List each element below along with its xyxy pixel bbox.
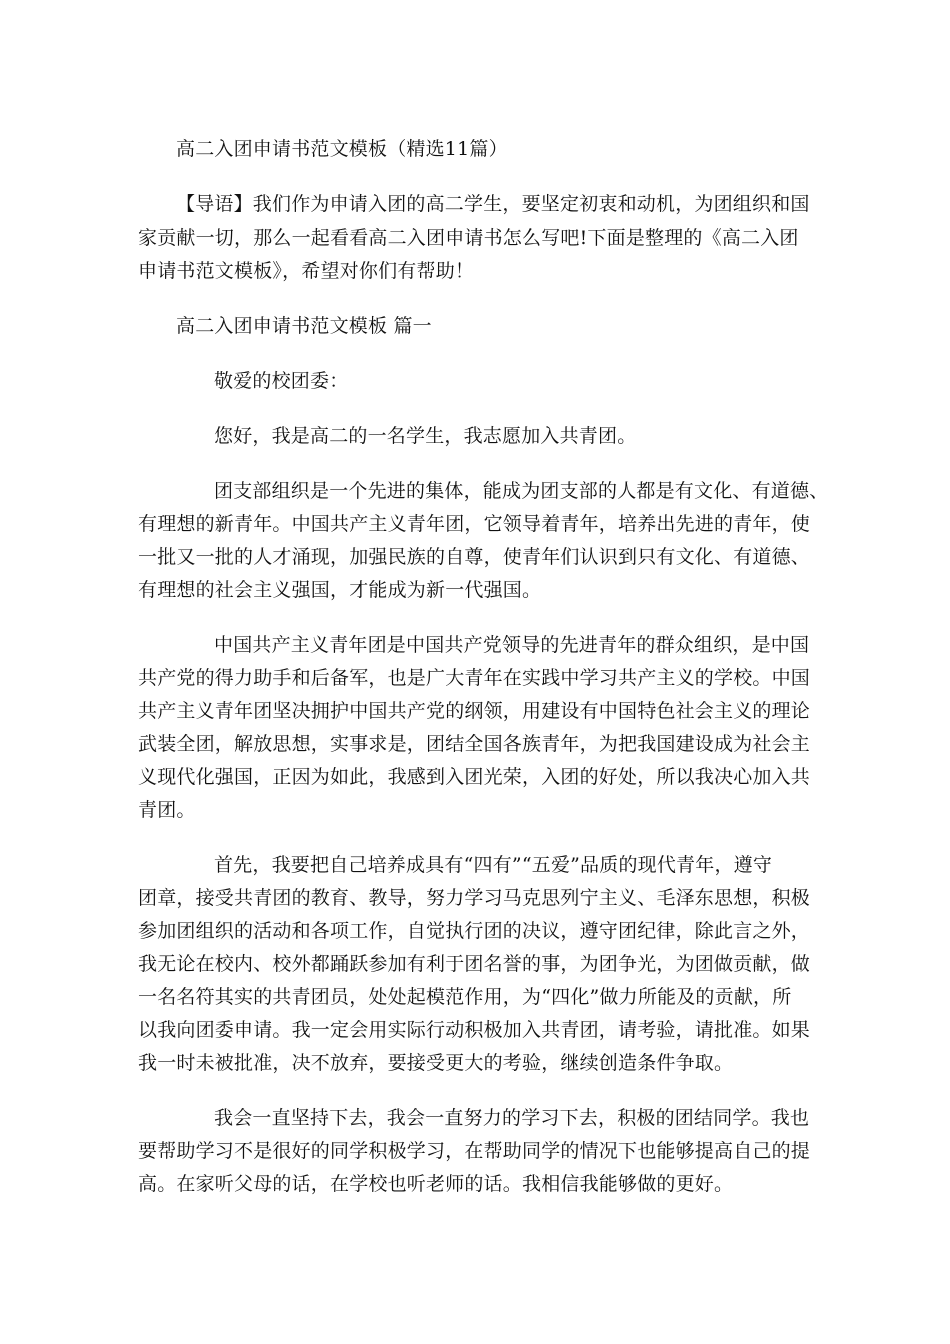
intro-line: 【导语】我们作为申请入团的高二学生，要坚定初衷和动机，为团组织和国 [176, 193, 810, 215]
paragraph-line: 我一时未被批准，决不放弃，要接受更大的考验，继续创造条件争取。 [138, 1052, 734, 1074]
paragraph-line: 青团。 [138, 799, 196, 821]
paragraph-line: 一批又一批的人才涌现，加强民族的自尊，使青年们认识到只有文化、有道德、 [138, 546, 811, 568]
document-title: 高二入团申请书范文模板（精选11篇） [176, 138, 508, 160]
salutation: 敬爱的校团委： [214, 370, 349, 392]
paragraph-line: 义现代化强国，正因为如此，我感到入团光荣，入团的好处，所以我决心加入共 [138, 766, 811, 788]
paragraph-line: 我无论在校内、校外都踊跃参加有利于团名誉的事，为团争光，为团做贡献，做 [138, 953, 811, 975]
paragraph-line: 团支部组织是一个先进的集体，能成为团支部的人都是有文化、有道德、 [214, 480, 829, 502]
intro-line: 申请书范文模板》，希望对你们有帮助！ [138, 260, 475, 282]
paragraph-line: 我会一直坚持下去，我会一直努力的学习下去，积极的团结同学。我也 [214, 1107, 810, 1129]
paragraph-line: 共产主义青年团坚决拥护中国共产党的纲领，用建设有中国特色社会主义的理论 [138, 700, 811, 722]
paragraph-line: 要帮助学习不是很好的同学积极学习，在帮助同学的情况下也能够提高自己的提 [138, 1140, 811, 1162]
paragraph-line: 团章，接受共青团的教育、教导，努力学习马克思列宁主义、毛泽东思想，积极 [138, 887, 811, 909]
paragraph-line: 一名名符其实的共青团员，处处起模范作用，为“四化”做力所能及的贡献，所 [138, 986, 792, 1008]
paragraph-line: 有理想的社会主义强国，才能成为新一代强国。 [138, 579, 542, 601]
paragraph-line: 共产党的得力助手和后备军，也是广大青年在实践中学习共产主义的学校。中国 [138, 667, 811, 689]
intro-line: 家贡献一切，那么一起看看高二入团申请书怎么写吧!下面是整理的《高二入团 [138, 227, 799, 249]
paragraph-line: 首先，我要把自己培养成具有“四有”“五爱”品质的现代青年，遵守 [214, 854, 773, 876]
greeting: 您好，我是高二的一名学生，我志愿加入共青团。 [214, 425, 637, 447]
section-heading: 高二入团申请书范文模板 篇一 [176, 315, 432, 337]
paragraph-line: 有理想的新青年。中国共产主义青年团，它领导着青年，培养出先进的青年，使 [138, 513, 811, 535]
paragraph-line: 武装全团，解放思想，实事求是，团结全国各族青年，为把我国建设成为社会主 [138, 733, 811, 755]
paragraph-line: 以我向团委申请。我一定会用实际行动积极加入共青团，请考验，请批准。如果 [138, 1019, 811, 1041]
paragraph-line: 高。在家听父母的话，在学校也听老师的话。我相信我能够做的更好。 [138, 1173, 734, 1195]
paragraph-line: 中国共产主义青年团是中国共产党领导的先进青年的群众组织，是中国 [214, 634, 810, 656]
paragraph-line: 参加团组织的活动和各项工作，自觉执行团的决议，遵守团纪律，除此言之外， [138, 920, 811, 942]
